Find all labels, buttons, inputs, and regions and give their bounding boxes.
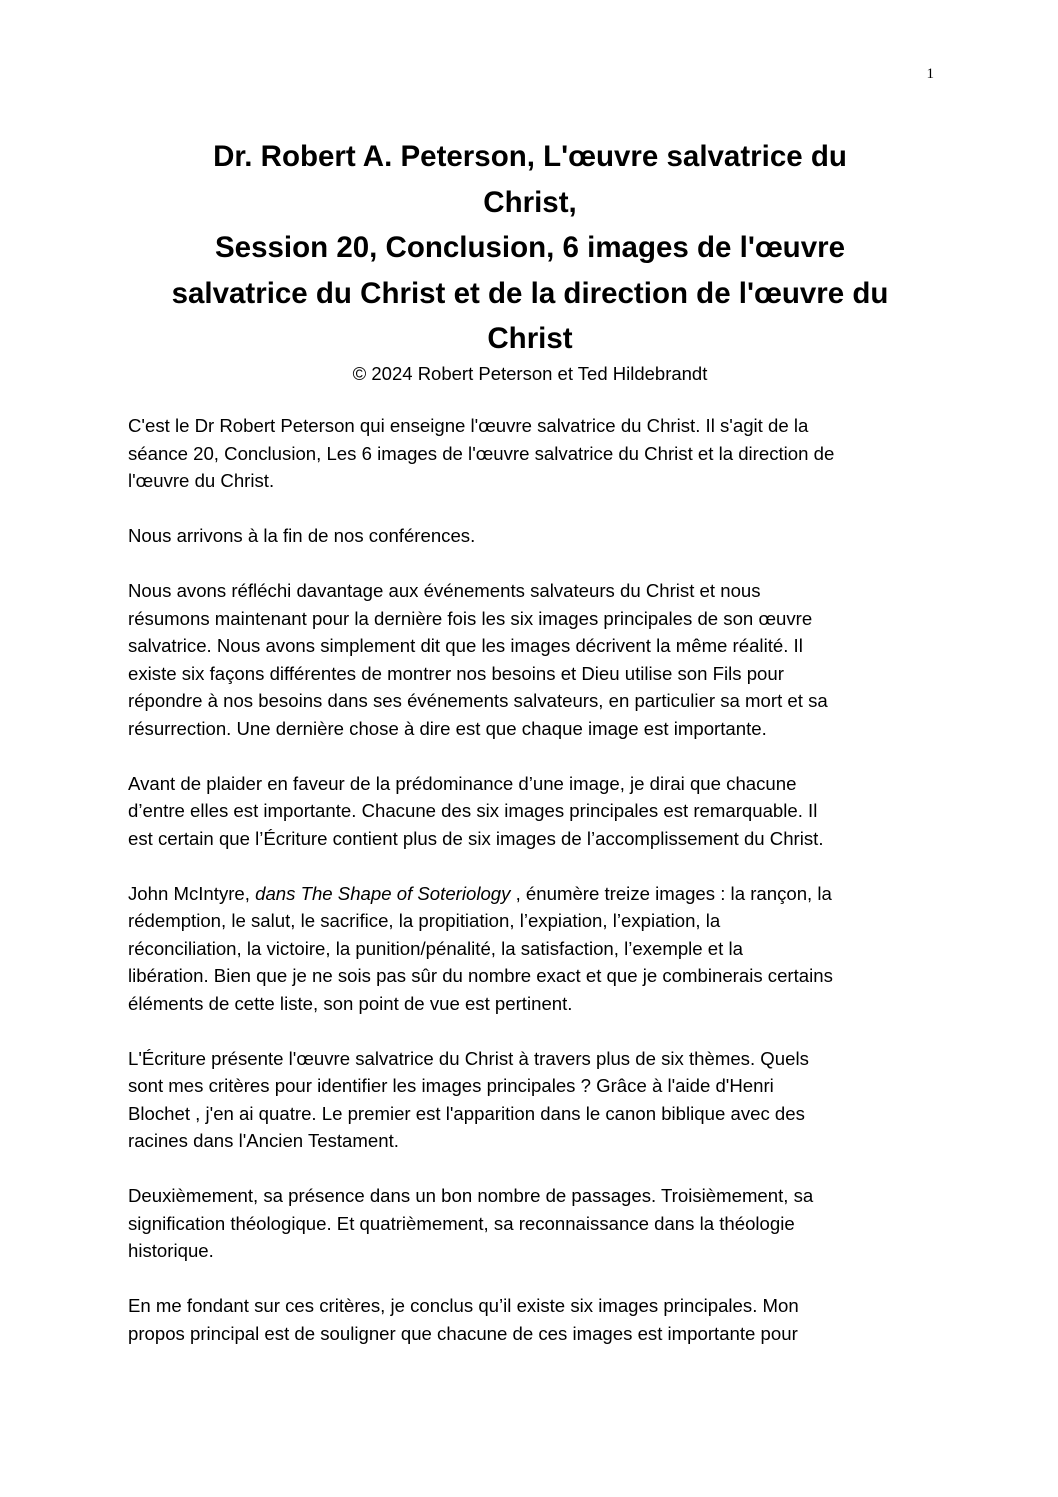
text-line: Blochet , j'en ai quatre. Le premier est l'apparition dans le canon biblique avec des: [128, 1102, 805, 1124]
title-line: Christ,: [483, 185, 577, 219]
title-line: Dr. Robert A. Peterson, L'œuvre salvatrice du: [213, 140, 847, 173]
text-line: salvatrice. Nous avons simplement dit que les images décrivent la même réalité. Il: [128, 635, 803, 656]
text-line: éléments de cette liste, son point de vue est pertinent.: [128, 992, 573, 1014]
text-span: John McIntyre,: [128, 882, 256, 904]
text-line: signification théologique. Et quatrièmement, sa reconnaissance dans la théologie: [128, 1212, 795, 1234]
paragraph-6: [128, 1045, 938, 1155]
paragraph-7: [128, 1182, 938, 1265]
text-line: Deuxièmement, sa présence dans un bon nombre de passages. Troisièmement, sa: [128, 1185, 814, 1206]
paragraph-5: [128, 880, 938, 1018]
text-line: L'Écriture présente l'œuvre salvatrice du Christ à travers plus de six thèmes. Quels: [128, 1047, 809, 1069]
text-line: séance 20, Conclusion, Les 6 images de l'œuvre salvatrice du Christ et la direction de: [128, 442, 835, 464]
text-line: libération. Bien que je ne sois pas sûr du nombre exact et que je combinerais certains: [128, 965, 833, 986]
title-line: salvatrice du Christ et de la direction de l'œuvre du: [171, 276, 889, 310]
text-line: rédemption, le salut, le sacrifice, la propitiation, l’expiation, l’expiation, la: [128, 910, 721, 931]
book-title: dans The Shape of Soteriology: [255, 882, 511, 904]
text-line: d’entre elles est importante. Chacune des six images principales est remarquable. Il: [128, 800, 818, 821]
text-line: sont mes critères pour identifier les images principales ? Grâce à l'aide d'Henri: [128, 1075, 774, 1096]
text-line: racines dans l'Ancien Testament.: [128, 1130, 399, 1151]
text-span: , énumère treize images : la rançon, la: [510, 882, 832, 904]
page-number: 1: [926, 66, 934, 82]
document-title: [110, 134, 950, 386]
paragraph-3: [128, 577, 938, 742]
text-line: historique.: [128, 1240, 214, 1261]
copyright-notice: © 2024 Robert Peterson et Ted Hildebrandt: [352, 362, 708, 384]
text-line: l'œuvre du Christ.: [128, 470, 275, 491]
paragraph-8: [128, 1292, 938, 1347]
title-line: Session 20, Conclusion, 6 images de l'œuvre: [215, 231, 845, 264]
text-line: Nous avons réfléchi davantage aux événements salvateurs du Christ et nous: [128, 580, 761, 601]
text-line: résumons maintenant pour la dernière fois les six images principales de son œuvre: [128, 607, 813, 629]
document-body: [128, 412, 938, 1375]
title-line: Christ: [487, 322, 573, 355]
text-line: [128, 880, 938, 908]
text-line: est certain que l’Écriture contient plus de six images de l’accomplissement du Christ.: [128, 827, 824, 849]
text-line: C'est le Dr Robert Peterson qui enseigne l'œuvre salvatrice du Christ. Il s'agit de la: [128, 415, 809, 436]
text-line: Nous arrivons à la fin de nos conférences.: [128, 525, 476, 546]
text-line: Avant de plaider en faveur de la prédominance d’une image, je dirai que chacune: [128, 772, 797, 794]
text-line: En me fondant sur ces critères, je conclus qu’il existe six images principales. Mon: [128, 1295, 799, 1316]
paragraph-2: [128, 522, 938, 550]
text-line: propos principal est de souligner que chacune de ces images est importante pour: [128, 1322, 798, 1344]
text-line: répondre à nos besoins dans ses événements salvateurs, en particulier sa mort et sa: [128, 690, 828, 711]
paragraph-4: [128, 770, 938, 853]
text-line: résurrection. Une dernière chose à dire est que chaque image est importante.: [128, 717, 767, 739]
text-line: existe six façons différentes de montrer nos besoins et Dieu utilise son Fils pour: [128, 662, 784, 684]
paragraph-1: [128, 412, 938, 495]
text-line: réconciliation, la victoire, la punition/pénalité, la satisfaction, l’exemple et la: [128, 937, 743, 959]
